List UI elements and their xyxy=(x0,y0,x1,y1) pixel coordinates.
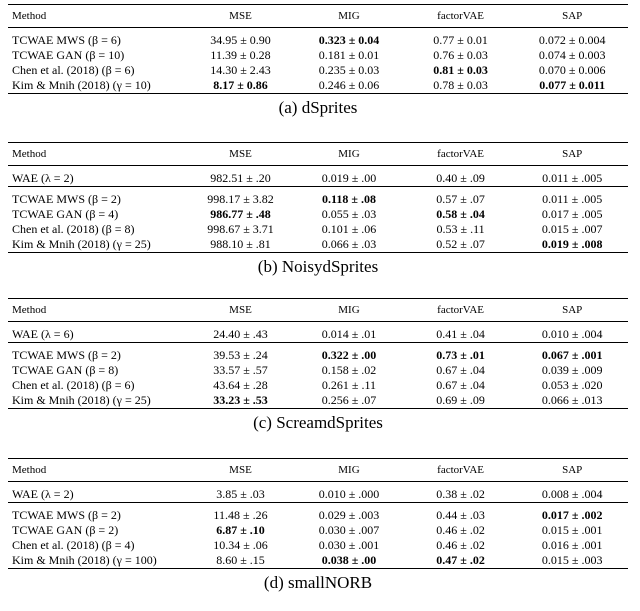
table-row xyxy=(8,508,628,523)
mse-cell: 986.77 ± .48 xyxy=(210,207,271,221)
method-cell: WAE (λ = 2) xyxy=(8,487,188,503)
mse-cell: 39.53 ± .24 xyxy=(213,348,268,362)
header-factorvae: factorVAE xyxy=(437,464,484,476)
method-cell: Chen et al. (2018) (β = 4) xyxy=(12,538,135,552)
factorvae-cell: 0.81 ± 0.03 xyxy=(433,63,488,77)
method-cell: TCWAE GAN (β = 10) xyxy=(12,48,125,62)
mig-cell: 0.029 ± .003 xyxy=(318,508,380,522)
factorvae-cell: 0.38 ± .02 xyxy=(405,487,517,503)
mse-cell: 8.17 ± 0.86 xyxy=(213,78,268,92)
factorvae-cell: 0.52 ± .07 xyxy=(436,237,485,251)
results-table-b xyxy=(8,142,628,253)
method-cell: TCWAE MWS (β = 2) xyxy=(12,192,121,206)
factorvae-cell: 0.46 ± .02 xyxy=(436,523,485,537)
header-mig: MIG xyxy=(338,304,360,316)
table-row xyxy=(8,192,628,207)
table-row xyxy=(8,363,628,378)
sap-cell: 0.053 ± .020 xyxy=(541,378,603,392)
mig-cell: 0.030 ± .001 xyxy=(318,538,380,552)
table-row xyxy=(8,222,628,237)
sap-cell: 0.077 ± 0.011 xyxy=(539,78,606,92)
factorvae-cell: 0.58 ± .04 xyxy=(436,207,485,221)
table-row xyxy=(8,348,628,363)
sap-cell: 0.070 ± 0.006 xyxy=(538,63,606,77)
table-row xyxy=(8,48,628,63)
table-row xyxy=(8,523,628,538)
mse-cell: 998.67 ± 3.71 xyxy=(207,222,274,236)
header-factorvae: factorVAE xyxy=(437,10,484,22)
factorvae-cell: 0.46 ± .02 xyxy=(436,538,485,552)
mse-cell: 998.17 ± 3.82 xyxy=(207,192,274,206)
sap-cell: 0.067 ± .001 xyxy=(541,348,603,362)
method-cell: TCWAE GAN (β = 2) xyxy=(12,523,119,537)
header-mse: MSE xyxy=(229,148,252,160)
factorvae-cell: 0.67 ± .04 xyxy=(436,363,485,377)
method-cell: Kim & Mnih (2018) (γ = 25) xyxy=(12,393,151,407)
mse-cell: 34.95 ± 0.90 xyxy=(210,33,271,47)
header-sap: SAP xyxy=(562,464,583,476)
mig-cell: 0.261 ± .11 xyxy=(321,378,377,392)
header-factorvae: factorVAE xyxy=(437,148,484,160)
mig-cell: 0.010 ± .000 xyxy=(293,487,405,503)
mig-cell: 0.235 ± 0.03 xyxy=(318,63,380,77)
table-row xyxy=(8,207,628,222)
header-mig: MIG xyxy=(338,10,360,22)
factorvae-cell: 0.69 ± .09 xyxy=(436,393,485,407)
header-mse: MSE xyxy=(229,464,252,476)
table-row xyxy=(8,378,628,393)
sap-cell: 0.039 ± .009 xyxy=(541,363,603,377)
sap-cell: 0.017 ± .005 xyxy=(541,207,603,221)
mse-cell: 43.64 ± .28 xyxy=(213,378,268,392)
method-cell: TCWAE MWS (β = 2) xyxy=(12,508,121,522)
mse-cell: 11.48 ± .26 xyxy=(213,508,268,522)
mse-cell: 8.60 ± .15 xyxy=(216,553,265,567)
table-caption: (a) dSprites xyxy=(278,98,358,117)
mig-cell: 0.055 ± .03 xyxy=(321,207,377,221)
method-cell: TCWAE GAN (β = 8) xyxy=(12,363,119,377)
table-panel-b xyxy=(8,142,628,277)
sap-cell: 0.008 ± .004 xyxy=(516,487,628,503)
mse-cell: 988.10 ± .81 xyxy=(210,237,271,251)
header-sap: SAP xyxy=(562,148,583,160)
baseline-row xyxy=(8,327,628,343)
header-method: Method xyxy=(12,304,47,316)
mig-cell: 0.066 ± .03 xyxy=(321,237,377,251)
factorvae-cell: 0.73 ± .01 xyxy=(436,348,485,362)
factorvae-cell: 0.41 ± .04 xyxy=(405,327,517,343)
factorvae-cell: 0.44 ± .03 xyxy=(436,508,485,522)
method-cell: TCWAE MWS (β = 6) xyxy=(12,33,121,47)
method-cell: Kim & Mnih (2018) (γ = 100) xyxy=(12,553,157,567)
table-panel-d xyxy=(8,458,628,593)
header-sap: SAP xyxy=(562,304,583,316)
sap-cell: 0.016 ± .001 xyxy=(541,538,603,552)
header-method: Method xyxy=(12,10,47,22)
method-cell: TCWAE MWS (β = 2) xyxy=(12,348,121,362)
mig-cell: 0.323 ± 0.04 xyxy=(318,33,380,47)
header-sap: SAP xyxy=(562,10,583,22)
mig-cell: 0.181 ± 0.01 xyxy=(318,48,380,62)
table-row xyxy=(8,538,628,553)
table-row xyxy=(8,553,628,569)
factorvae-cell: 0.57 ± .07 xyxy=(436,192,485,206)
sap-cell: 0.066 ± .013 xyxy=(541,393,603,407)
factorvae-cell: 0.47 ± .02 xyxy=(436,553,485,567)
factorvae-cell: 0.53 ± .11 xyxy=(436,222,485,236)
mse-cell: 14.30 ± 2.43 xyxy=(210,63,271,77)
factorvae-cell: 0.78 ± 0.03 xyxy=(433,78,488,92)
mse-cell: 10.34 ± .06 xyxy=(213,538,268,552)
sap-cell: 0.072 ± 0.004 xyxy=(538,33,606,47)
mig-cell: 0.158 ± .02 xyxy=(321,363,377,377)
header-mig: MIG xyxy=(338,148,360,160)
header-mse: MSE xyxy=(229,304,252,316)
mse-cell: 6.87 ± .10 xyxy=(216,523,265,537)
table-row xyxy=(8,33,628,48)
table-row xyxy=(8,237,628,253)
table-caption: (d) smallNORB xyxy=(263,573,373,592)
results-table-c xyxy=(8,298,628,409)
mig-cell: 0.030 ± .007 xyxy=(318,523,380,537)
table-panel-c xyxy=(8,298,628,433)
mig-cell: 0.101 ± .06 xyxy=(321,222,377,236)
factorvae-cell: 0.40 ± .09 xyxy=(405,171,517,187)
sap-cell: 0.010 ± .004 xyxy=(516,327,628,343)
table-panel-a xyxy=(8,4,628,118)
table-row xyxy=(8,78,628,94)
header-mig: MIG xyxy=(338,464,360,476)
mig-cell: 0.038 ± .00 xyxy=(321,553,377,567)
table-row xyxy=(8,393,628,409)
baseline-row xyxy=(8,171,628,187)
header-row xyxy=(8,299,628,322)
method-cell: Chen et al. (2018) (β = 6) xyxy=(12,63,135,77)
results-table-d xyxy=(8,458,628,569)
method-cell: TCWAE GAN (β = 4) xyxy=(12,207,119,221)
header-method: Method xyxy=(12,148,47,160)
mse-cell: 33.23 ± .53 xyxy=(213,393,268,407)
header-factorvae: factorVAE xyxy=(437,304,484,316)
sap-cell: 0.015 ± .007 xyxy=(541,222,603,236)
mse-cell: 982.51 ± .20 xyxy=(188,171,293,187)
header-row xyxy=(8,143,628,166)
factorvae-cell: 0.77 ± 0.01 xyxy=(433,33,488,47)
mig-cell: 0.322 ± .00 xyxy=(321,348,377,362)
factorvae-cell: 0.76 ± 0.03 xyxy=(433,48,488,62)
mig-cell: 0.014 ± .01 xyxy=(293,327,405,343)
table-row xyxy=(8,63,628,78)
mig-cell: 0.256 ± .07 xyxy=(321,393,377,407)
table-caption: (b) NoisydSprites xyxy=(257,257,379,276)
mse-cell: 3.85 ± .03 xyxy=(188,487,293,503)
sap-cell: 0.019 ± .008 xyxy=(541,237,603,251)
sap-cell: 0.011 ± .005 xyxy=(542,192,603,206)
method-cell: Kim & Mnih (2018) (γ = 10) xyxy=(12,78,151,92)
header-mse: MSE xyxy=(229,10,252,22)
sap-cell: 0.015 ± .001 xyxy=(541,523,603,537)
results-table-a xyxy=(8,4,628,94)
header-method: Method xyxy=(12,464,47,476)
method-cell: WAE (λ = 6) xyxy=(8,327,188,343)
sap-cell: 0.074 ± 0.003 xyxy=(538,48,606,62)
method-cell: Chen et al. (2018) (β = 6) xyxy=(12,378,135,392)
method-cell: Kim & Mnih (2018) (γ = 25) xyxy=(12,237,151,251)
factorvae-cell: 0.67 ± .04 xyxy=(436,378,485,392)
mse-cell: 24.40 ± .43 xyxy=(188,327,293,343)
sap-cell: 0.015 ± .003 xyxy=(541,553,603,567)
header-row xyxy=(8,459,628,482)
mse-cell: 11.39 ± 0.28 xyxy=(210,48,271,62)
sap-cell: 0.011 ± .005 xyxy=(516,171,628,187)
mig-cell: 0.246 ± 0.06 xyxy=(318,78,380,92)
mig-cell: 0.118 ± .08 xyxy=(322,192,376,206)
header-row xyxy=(8,5,628,28)
table-caption: (c) ScreamdSprites xyxy=(253,413,383,432)
method-cell: Chen et al. (2018) (β = 8) xyxy=(12,222,135,236)
mig-cell: 0.019 ± .00 xyxy=(293,171,405,187)
sap-cell: 0.017 ± .002 xyxy=(541,508,603,522)
baseline-row xyxy=(8,487,628,503)
mse-cell: 33.57 ± .57 xyxy=(213,363,268,377)
method-cell: WAE (λ = 2) xyxy=(8,171,188,187)
